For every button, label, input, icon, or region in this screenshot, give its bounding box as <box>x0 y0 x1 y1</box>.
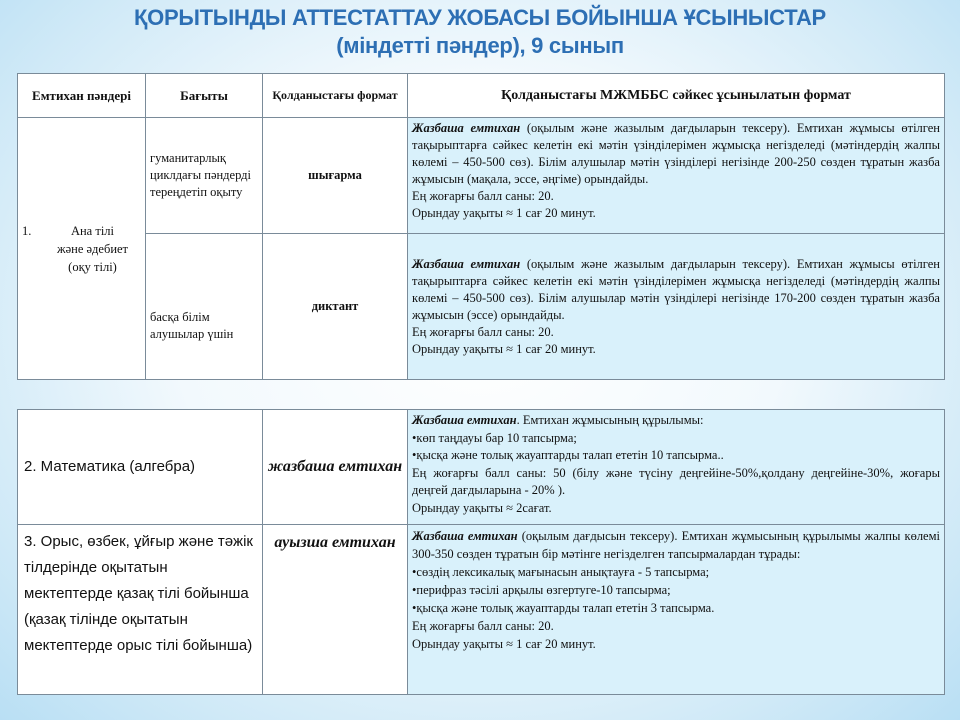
subject-kazakh-language: 3. Орыс, өзбек, ұйғыр және тәжік тілдерінде оқытатын мектептерде қазақ тілі бойынша (қазақ тілінде оқытатын мектептерде орыс тілі бойынша) <box>18 525 263 695</box>
duration: Орындау уақыты ≈ 1 сағ 20 минут. <box>412 206 596 220</box>
proposed-format-description <box>408 410 945 525</box>
max-score: Ең жоғарғы балл саны: 50 (білу және түсіну деңгейіне-50%,қолдану деңгейіне-30%, жоғары деңгей дағдыларына - 20% ). <box>412 465 940 497</box>
header-current-format: Қолданыстағы формат <box>263 74 408 118</box>
subject-number: 1. <box>22 223 32 238</box>
proposed-format-description <box>408 118 945 234</box>
proposed-format-description <box>408 234 945 380</box>
format-oral-exam: ауызша емтихан <box>263 525 408 695</box>
bullet-item: • қысқа және толық жауаптарды талап ететін 3 тапсырма. <box>412 601 714 615</box>
exam-table-other-subjects <box>17 409 945 695</box>
exam-description: (оқылым дағдысын тексеру). Емтихан жұмысының құрылымы жалпы көлемі 300-350 сөзден тұратын бір мәтінге негізделген тапсырмалардан тұрады: <box>412 529 940 561</box>
max-score: Ең жоғарғы балл саны: 20. <box>412 619 554 633</box>
subject-mathematics: 2. Математика (алгебра) <box>18 410 263 525</box>
table-header-row <box>18 74 945 118</box>
table-row <box>18 234 945 380</box>
max-score: Ең жоғарғы балл саны: 20. <box>412 324 554 339</box>
bullet-item: • қысқа және толық жауаптарды талап ететін 10 тапсырма.. <box>412 448 724 462</box>
table-row <box>18 525 945 695</box>
exam-table-native-language <box>17 73 945 380</box>
header-subjects: Емтихан пәндері <box>18 74 146 118</box>
exam-description: (оқылым және жазылым дағдыларын тексеру). Емтихан жұмысы өтілген тақырыптарға сәйкес келетін екі мәтін үзінділерімен жұмысқа негізделеді (мәтіндердің жалпы көлемі – 450-500 сөз). Білім алушылар мәтін үзінділері негізінде 170-200 сөзден тұратын жазба жұмысын (эссе) орындайды. <box>412 256 940 322</box>
title-line-1: ҚОРЫТЫНДЫ АТТЕСТАТТАУ ЖОБАСЫ БОЙЫНША ҰСЫНЫСТАР <box>134 5 826 30</box>
subject-name-line-3: (оқу тілі) <box>68 259 117 274</box>
duration: Орындау уақыты ≈ 1 сағ 20 минут. <box>412 637 596 651</box>
subject-name-line-1: Ана тілі <box>70 223 115 238</box>
subject-list-item <box>22 222 141 276</box>
header-proposed-format: Қолданыстағы МЖМББС сәйкес ұсынылатын формат <box>408 74 945 118</box>
table-row <box>18 118 945 234</box>
proposed-format-description <box>408 525 945 695</box>
subject-name <box>44 222 141 276</box>
bullet-item: • көп таңдауы бар 10 тапсырма; <box>412 431 577 445</box>
format-written-exam: жазбаша емтихан <box>263 410 408 525</box>
bullet-item: • перифраз тәсілі арқылы өзгертуге-10 тапсырма; <box>412 583 671 597</box>
format-dictation: диктант <box>263 234 408 380</box>
page-title <box>0 4 960 60</box>
exam-type-label: Жазбаша емтихан <box>412 529 518 543</box>
subject-native-language <box>18 118 146 380</box>
format-essay: шығарма <box>263 118 408 234</box>
max-score: Ең жоғарғы балл саны: 20. <box>412 189 554 203</box>
exam-description: (оқылым және жазылым дағдыларын тексеру). Емтихан жұмысы өтілген тақырыптарға сәйкес келетін екі мәтін үзінділерімен жұмысқа негізделеді (мәтіндердің жалпы көлемі – 450-500 сөз). Білім алушылар мәтін үзінділері негізінде 200-250 сөзден тұратын жазба жұмысын (мақала, эссе, әңгіме) орындайды. <box>412 121 940 186</box>
direction-other-students: басқа білім алушылар үшін <box>146 234 263 380</box>
duration: Орындау уақыты ≈ 1 сағ 20 минут. <box>412 341 596 356</box>
bullet-item: • сөздің лексикалық мағынасын анықтауға - 5 тапсырма; <box>412 565 709 579</box>
duration: Орындау уақыты ≈ 2сағат. <box>412 500 552 515</box>
exam-description: . Емтихан жұмысының құрылымы: <box>516 413 704 427</box>
exam-type-label: Жазбаша емтихан <box>412 121 521 135</box>
direction-humanities: гуманитарлық циклдағы пәндерді тереңдетіп оқыту <box>146 118 263 234</box>
header-direction: Бағыты <box>146 74 263 118</box>
exam-type-label: Жазбаша емтихан <box>412 413 517 427</box>
table-row <box>18 410 945 525</box>
subject-name-line-2: және әдебиет <box>56 241 129 256</box>
exam-type-label: Жазбаша емтихан <box>412 256 521 271</box>
title-line-2: (міндетті пәндер), 9 сынып <box>336 33 624 58</box>
